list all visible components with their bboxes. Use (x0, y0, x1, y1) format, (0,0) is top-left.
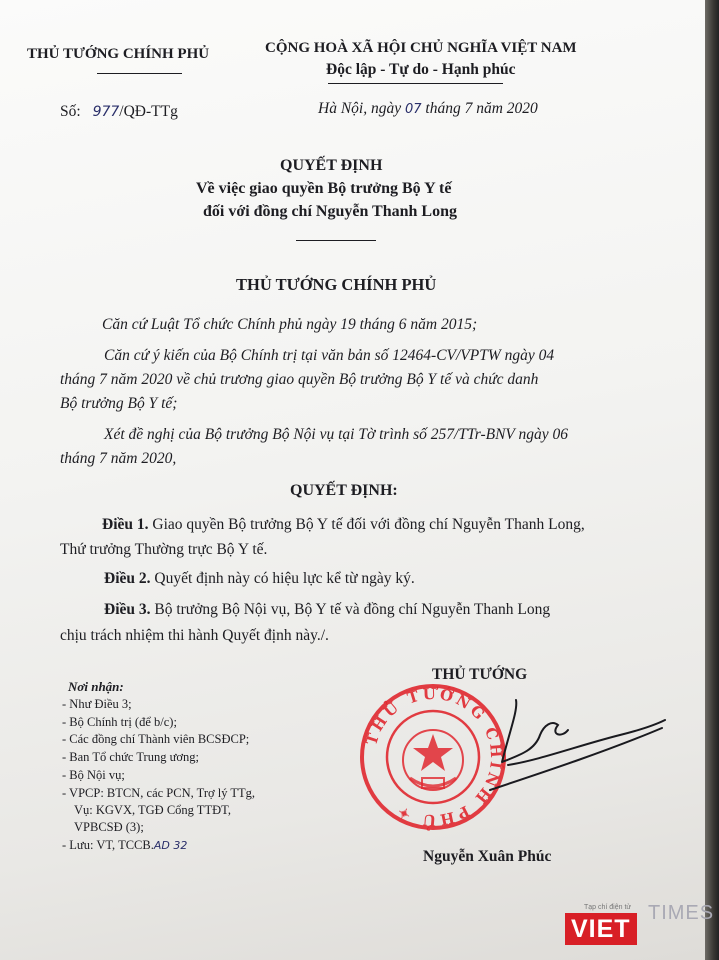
preamble-2-line-3: Bộ trưởng Bộ Y tế; (60, 395, 178, 412)
recipient-archive (62, 838, 187, 853)
article-3-text: Bộ trưởng Bộ Nội vụ, Bộ Y tế và đồng chí Nguyễn Thanh Long (154, 601, 551, 618)
number-suffix: /QĐ-TTg (119, 103, 178, 120)
authority-heading: THỦ TƯỚNG CHÍNH PHỦ (236, 275, 437, 294)
recipient-6: - VPCP: BTCN, các PCN, Trợ lý TTg, (62, 786, 255, 800)
preamble-3-line-2: tháng 7 năm 2020, (60, 450, 177, 467)
recipient-2: - Bộ Chính trị (để b/c); (62, 715, 177, 729)
title-underline (296, 240, 376, 241)
date-day-handwritten: 07 (404, 102, 422, 117)
recipient-1: - Như Điều 3; (62, 697, 132, 711)
document-number (60, 103, 178, 121)
article-3-line-1 (104, 601, 550, 619)
recipient-3: - Các đồng chí Thành viên BCSĐCP; (62, 732, 250, 746)
article-1-text: Giao quyền Bộ trưởng Bộ Y tế đối với đồng chí Nguyễn Thanh Long, (152, 516, 585, 533)
recipients-heading: Nơi nhận: (68, 679, 124, 694)
signature-scribble (440, 690, 670, 810)
subject-line-1: Về việc giao quyền Bộ trưởng Bộ Y tế (196, 180, 452, 197)
number-handwritten: 977 (92, 104, 120, 120)
article-1-line-2: Thứ trưởng Thường trực Bộ Y tế. (60, 541, 268, 558)
signatory-name: Nguyễn Xuân Phúc (423, 848, 552, 865)
preamble-1: Căn cứ Luật Tổ chức Chính phủ ngày 19 tháng 6 năm 2015; (102, 316, 478, 333)
watermark-tagline: Tạp chí điện tử (584, 904, 632, 911)
archive-handwritten: AD 32 (153, 839, 188, 852)
decision-heading: QUYẾT ĐỊNH: (290, 482, 398, 499)
recipient-4: - Ban Tổ chức Trung ương; (62, 750, 199, 764)
preamble-2-line-1: Căn cứ ý kiến của Bộ Chính trị tại văn bản số 12464-CV/VPTW ngày 04 (104, 347, 555, 364)
national-motto: Độc lập - Tự do - Hạnh phúc (326, 61, 516, 78)
vietimes-logo: VIET (565, 913, 637, 945)
signatory-title: THỦ TƯỚNG (432, 666, 528, 683)
article-2-label: Điều 2. (104, 570, 151, 587)
article-1-label: Điều 1. (102, 516, 149, 533)
motto-underline (328, 83, 503, 84)
issuer-name: THỦ TƯỚNG CHÍNH PHỦ (27, 46, 210, 62)
recipient-7: Vụ: KGVX, TGĐ Cổng TTĐT, (74, 803, 231, 817)
subject-line-2: đối với đồng chí Nguyễn Thanh Long (203, 203, 457, 220)
vietimes-logo-times: TIMES (648, 902, 715, 924)
article-3-line-2: chịu trách nhiệm thi hành Quyết định này./. (60, 627, 329, 644)
document-type: QUYẾT ĐỊNH (280, 157, 383, 174)
recipient-8: VPBCSĐ (3); (74, 820, 144, 834)
article-3-label: Điều 3. (104, 601, 151, 618)
issuer-underline (97, 73, 182, 74)
country-name: CỘNG HOÀ XÃ HỘI CHỦ NGHĨA VIỆT NAM (265, 40, 577, 56)
preamble-3-line-1: Xét đề nghị của Bộ trưởng Bộ Nội vụ tại Tờ trình số 257/TTr-BNV ngày 06 (104, 426, 569, 443)
date-prefix: Hà Nội, ngày (318, 100, 402, 117)
article-2 (104, 570, 415, 588)
preamble-2-line-2: tháng 7 năm 2020 về chủ trương giao quyền Bộ trưởng Bộ Y tế và chức danh (60, 371, 539, 388)
archive-text: - Lưu: VT, TCCB. (62, 838, 154, 852)
svg-text:THỦ TƯỚNG CHÍNH PHỦ ✦: THỦ TƯỚNG CHÍNH PHỦ ✦ (362, 684, 506, 830)
article-2-text: Quyết định này có hiệu lực kể từ ngày ký. (154, 570, 415, 587)
document-date (318, 100, 538, 118)
recipient-5: - Bộ Nội vụ; (62, 768, 125, 782)
article-1-line-1 (102, 516, 585, 534)
number-prefix: Số: (60, 103, 81, 120)
date-suffix: tháng 7 năm 2020 (425, 100, 538, 117)
page-edge-shadow (705, 0, 719, 960)
